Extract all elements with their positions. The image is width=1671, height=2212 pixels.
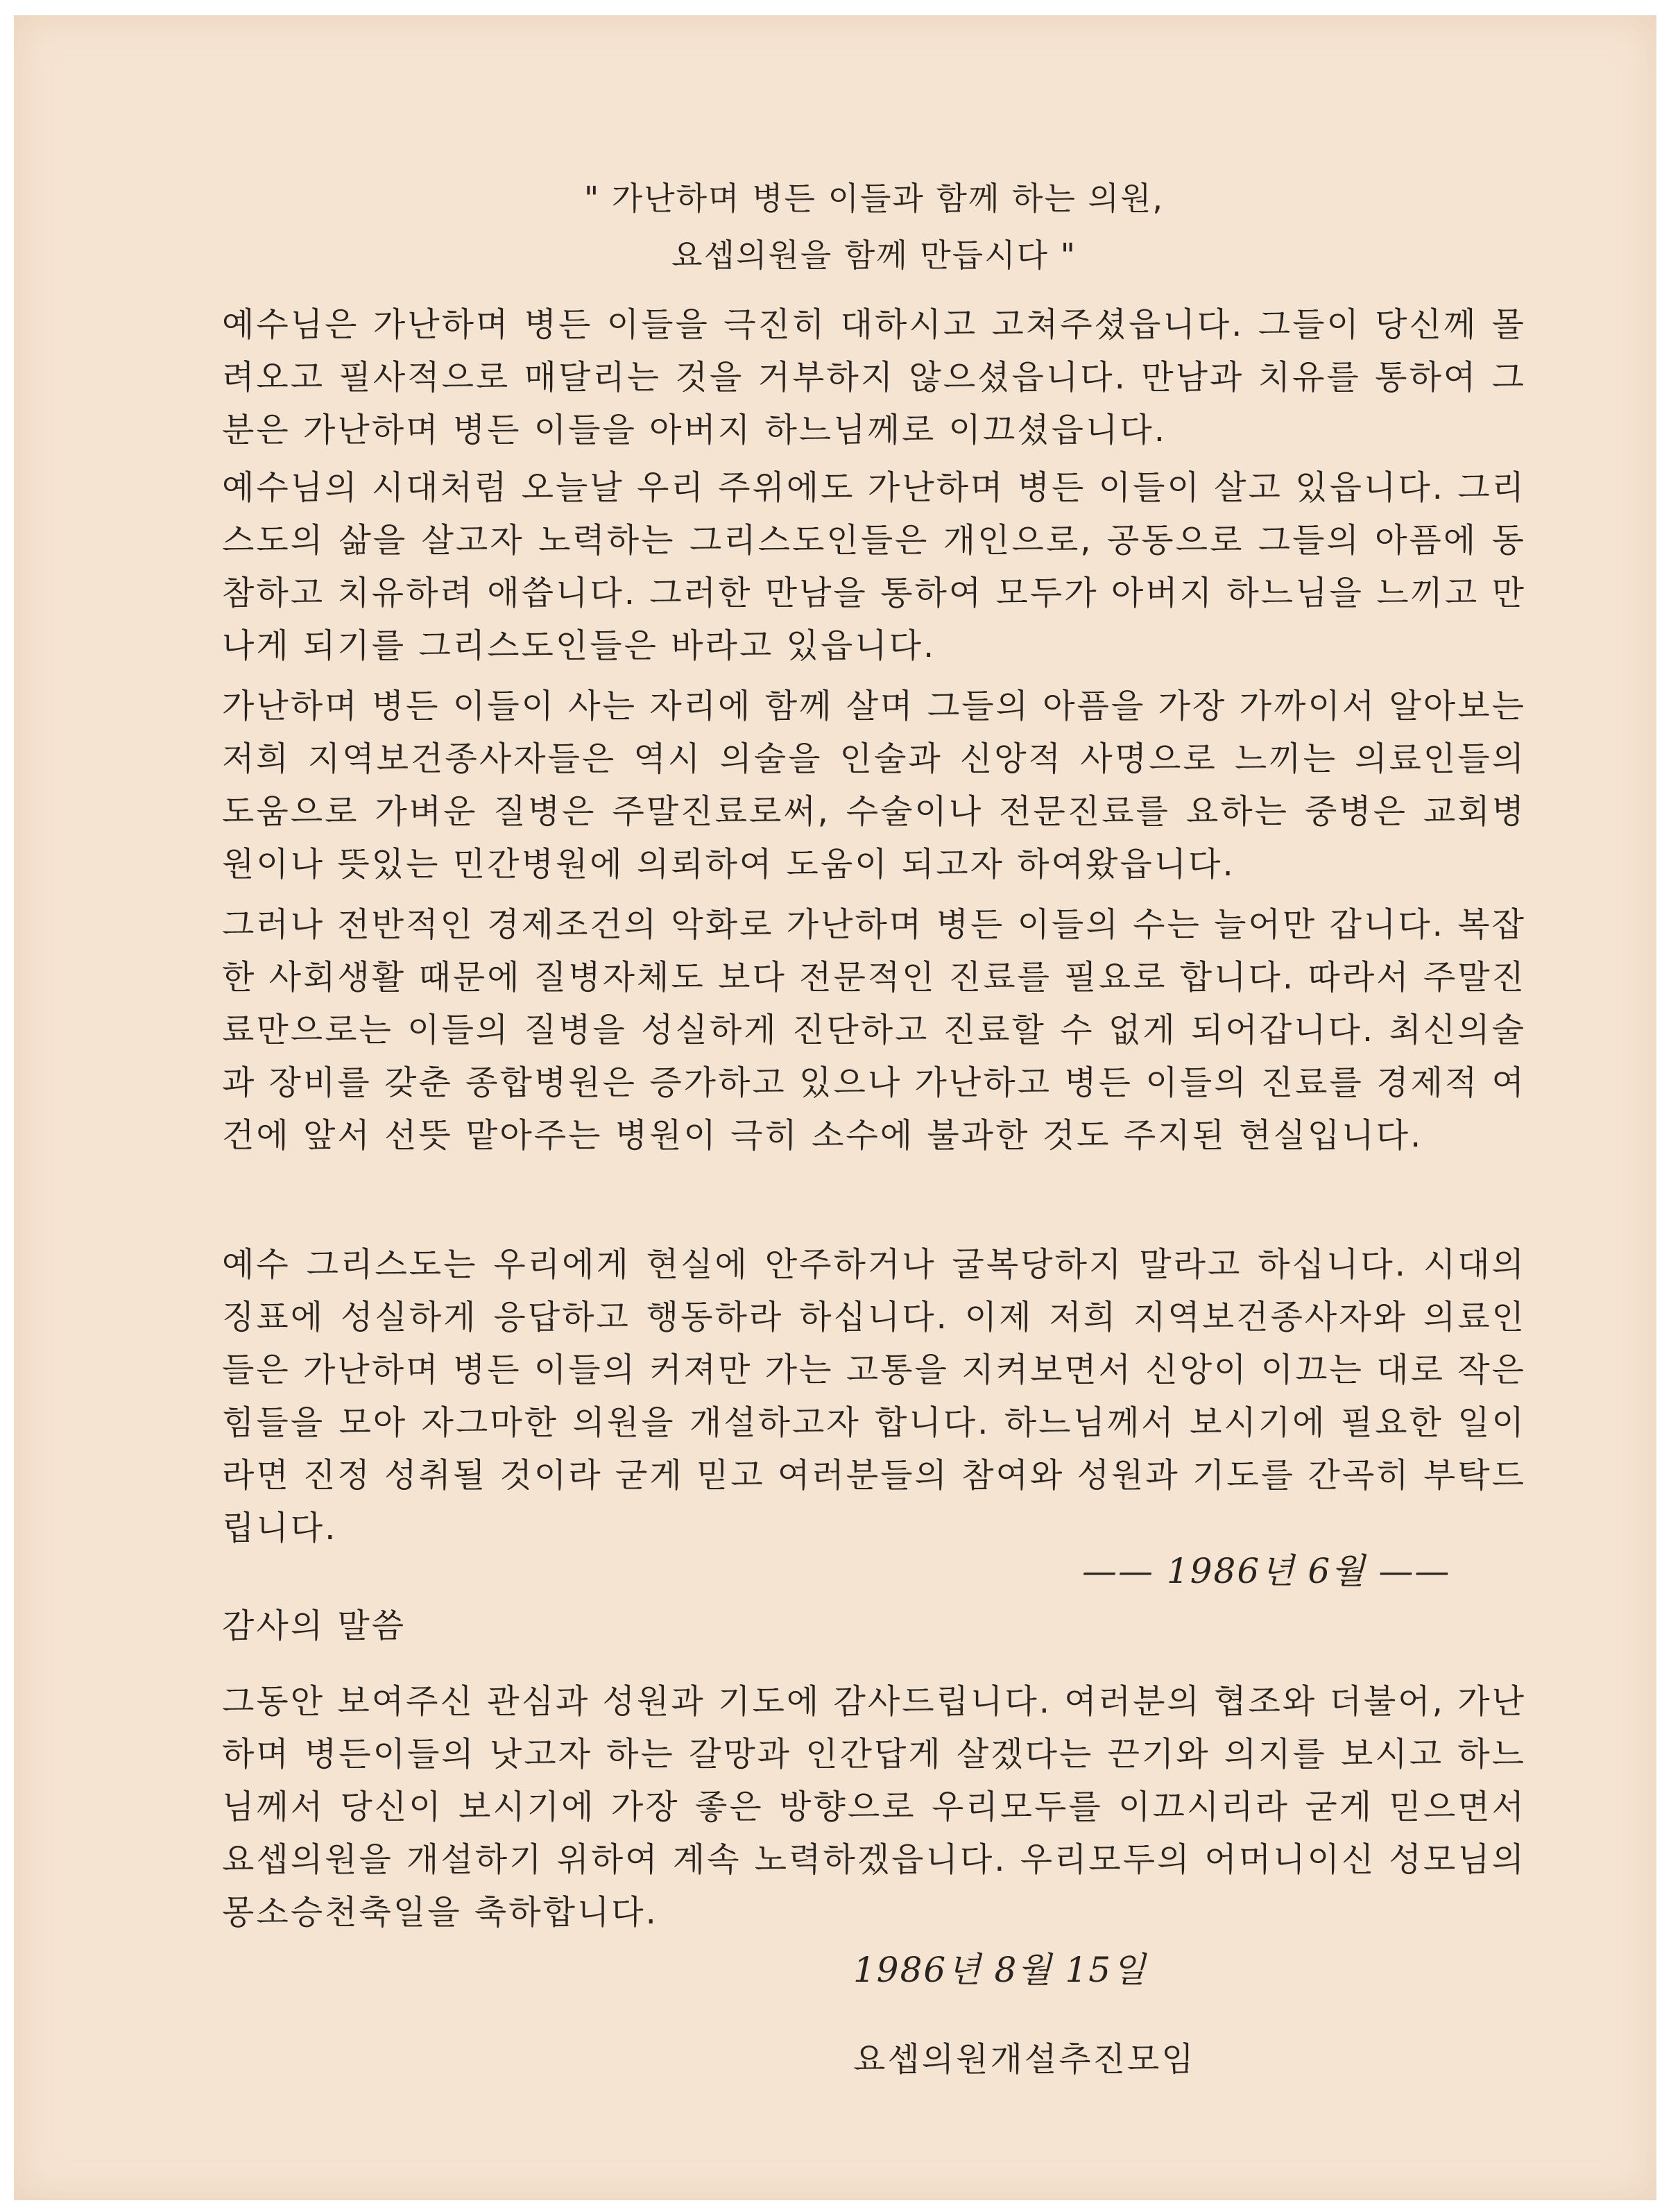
paragraph-1: 예수님은 가난하며 병든 이들을 극진히 대하시고 고쳐주셨읍니다. 그들이 당신께 몰려오고 필사적으로 매달리는 것을 거부하지 않으셨읍니다. 만남과 치유를 통하여 그분은 가난하며 병든 이들을 아버지 하느님께로 이끄셨읍니다.: [222, 305, 1526, 449]
paragraph-3: 가난하며 병든 이들이 사는 자리에 함께 살며 그들의 아픔을 가장 가까이서 알아보는 저희 지역보건종사자들은 역시 의술을 인술과 신앙적 사명으로 느끼는 의료인들의 도움으로 가벼운 질병은 주말진료로써, 수술이나 전문진료를 요하는 중병은 교회병원이나 뜻있는 민간병원에 의뢰하여 도움이 되고자 하여왔읍니다.: [222, 687, 1526, 884]
date-line: —— 1986년 6월 ——: [1082, 1551, 1451, 1591]
organization-name: 요셉의원개설추진모임: [853, 2040, 1196, 2079]
thanks-paragraph: 그동안 보여주신 관심과 성원과 기도에 감사드립니다. 여러분의 협조와 더불어, 가난하며 병든이들의 낫고자 하는 갈망과 인간답게 살겠다는 끈기와 의지를 보시고 하느님께서 당신이 보시기에 가장 좋은 방향으로 우리모두를 이끄시리라 굳게 믿으면서 요셉의원을 개설하기 위하여 계속 노력하겠읍니다. 우리모두의 어머니이신 성모님의 몽소승천축일을 축하합니다.: [222, 1682, 1526, 1932]
paragraph-2: 예수님의 시대처럼 오늘날 우리 주위에도 가난하며 병든 이들이 살고 있읍니다. 그리스도의 삶을 살고자 노력하는 그리스도인들은 개인으로, 공동으로 그들의 아픔에 동참하고 치유하려 애씁니다. 그러한 만남을 통하여 모두가 아버지 하느님을 느끼고 만나게 되기를 그리스도인들은 바라고 있읍니다.: [222, 468, 1526, 665]
thanks-heading: 감사의 말씀: [222, 1606, 406, 1645]
title-line-2: 요셉의원을 함께 만듭시다 ": [671, 237, 1077, 274]
paragraph-4: 그러나 전반적인 경제조건의 악화로 가난하며 병든 이들의 수는 늘어만 갑니다. 복잡한 사회생활 때문에 질병자체도 보다 전문적인 진료를 필요로 합니다. 따라서 주말진료만으로는 이들의 질병을 성실하게 진단하고 진료할 수 없게 되어갑니다. 최신의술과 장비를 갖춘 종합병원은 증가하고 있으나 가난하고 병든 이들의 진료를 경제적 여건에 앞서 선뜻 맡아주는 병원이 극히 소수에 불과한 것도 주지된 현실입니다.: [222, 905, 1526, 1155]
paragraph-5: 예수 그리스도는 우리에게 현실에 안주하거나 굴복당하지 말라고 하십니다. 시대의 징표에 성실하게 응답하고 행동하라 하십니다. 이제 저희 지역보건종사자와 의료인들은 가난하며 병든 이들의 커져만 가는 고통을 지켜보면서 신앙이 이끄는 대로 작은 힘들을 모아 자그마한 의원을 개설하고자 합니다. 하느님께서 보시기에 필요한 일이라면 진정 성취될 것이라 굳게 믿고 여러분들의 참여와 성원과 기도를 간곡히 부탁드립니다.: [222, 1245, 1526, 1547]
title-line-1: " 가난하며 병든 이들과 함께 하는 의원,: [583, 180, 1165, 217]
document-title: [222, 170, 1526, 284]
signature-date: 1986년 8월 15일: [853, 1950, 1147, 1990]
